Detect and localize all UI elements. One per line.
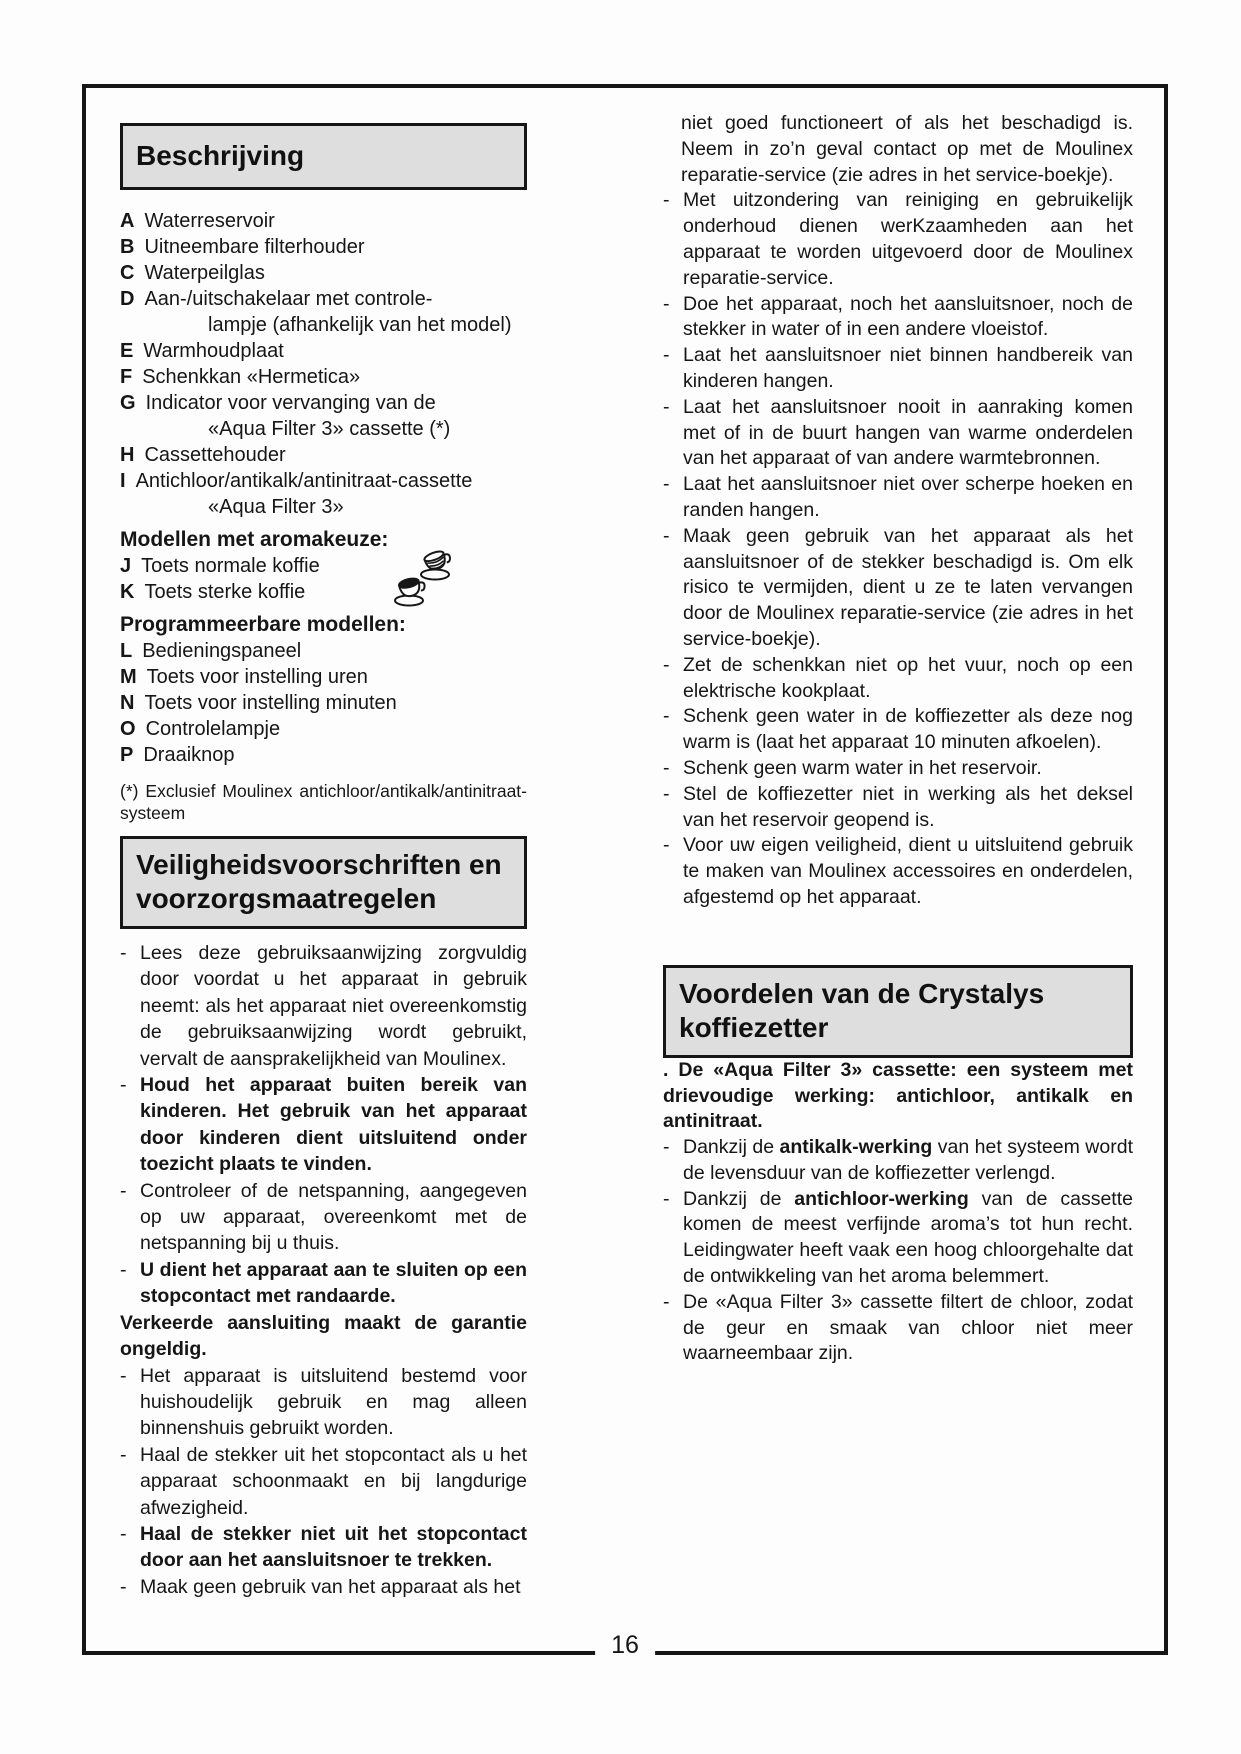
bullet-paragraph: - Stel de koffiezetter niet in werking als het deksel van het reservoir geopend is. <box>663 782 1133 831</box>
part-key: J <box>120 555 132 577</box>
bullet-paragraph: - Schenk geen warm water in het reservoir. <box>663 756 1133 782</box>
parts-item-wrap: «Aqua Filter 3» <box>208 496 344 518</box>
parts-item <box>120 260 527 286</box>
bullet-dash: - <box>663 344 670 367</box>
parts-item <box>120 579 527 605</box>
parts-item <box>120 638 527 664</box>
right-column <box>663 111 1133 1367</box>
part-key: A <box>120 210 135 232</box>
parts-subheading: Modellen met aromakeuze: <box>120 528 389 551</box>
bullet-dash: - <box>663 756 670 779</box>
bullet-dash: - <box>120 1443 127 1466</box>
part-text: Controlelampje <box>145 718 281 740</box>
parts-list <box>120 208 527 768</box>
bullet-paragraph: - Haal de stekker niet uit het stopcontact door aan het aansluitsnoer te trekken. <box>120 1522 527 1572</box>
bullet-dash: - <box>663 1187 670 1210</box>
bullet-dash: - <box>663 782 670 805</box>
part-key: N <box>120 692 135 714</box>
bullet-paragraph: - Zet de schenkkan niet op het vuur, noch op een elektrische kookplaat. <box>663 653 1133 702</box>
bullet-paragraph: - Laat het aansluitsnoer niet over scherpe hoeken en randen hangen. <box>663 473 1133 521</box>
bullet-paragraph: - U dient het apparaat aan te sluiten op een stopcontact met randaarde. <box>120 1258 527 1308</box>
part-key: K <box>120 581 135 603</box>
part-key: B <box>120 236 135 258</box>
parts-item <box>120 364 527 390</box>
bullet-dash: - <box>663 1136 670 1159</box>
section-title: Beschrijving <box>136 140 305 171</box>
part-key: L <box>120 640 133 662</box>
part-key: I <box>120 470 126 492</box>
part-key: F <box>120 366 133 388</box>
part-text: Waterpeilglas <box>144 262 265 284</box>
part-key: M <box>120 666 137 688</box>
part-key: O <box>120 718 136 740</box>
bullet-paragraph: - Voor uw eigen veiligheid, dient u uitsluitend gebruik te maken van Moulinex accessoires en onderdelen, afgestemd op het apparaat. <box>663 834 1133 908</box>
bullet-dash: - <box>120 1074 127 1097</box>
bullet-paragraph: - Lees deze gebruiksaanwijzing zorgvuldig door voordat u het apparaat in gebruik neemt: als het apparaat niet overeenkomstig de gebruiksaanwijzing wordt gebruikt, vervalt de aansprakelijkheid van Moulinex. <box>120 942 527 1070</box>
page-border-frame <box>82 84 1168 1659</box>
bullet-paragraph: - Laat het aansluitsnoer niet binnen handbereik van kinderen hangen. <box>663 344 1133 392</box>
bullet-dash: - <box>663 395 670 418</box>
bullet-paragraph: - Laat het aansluitsnoer nooit in aanraking komen met of in de buurt hangen van warme onderdelen van het apparaat of van andere warmtebronnen. <box>663 395 1133 470</box>
bullet-paragraph: - Schenk geen water in de koffiezetter als deze nog warm is (laat het apparaat 10 minuten afkoelen). <box>663 705 1133 754</box>
bullet-paragraph: - Haal de stekker uit het stopcontact als u het apparaat schoonmaakt en bij langdurige afwezigheid. <box>120 1443 527 1519</box>
parts-item-wrap: lampje (afhankelijk van het model) <box>208 314 512 336</box>
bullet-paragraph: - Het apparaat is uitsluitend bestemd voor huishoudelijk gebruik en mag alleen binnenshuis gebruikt worden. <box>120 1364 527 1440</box>
part-text: Warmhoudplaat <box>143 340 284 362</box>
part-text: Waterreservoir <box>144 210 275 232</box>
section-title-line2: koffiezetter <box>679 1011 829 1043</box>
part-text: Toets voor instelling uren <box>146 666 368 688</box>
bullet-paragraph: - Dankzij de antikalk-werking van het systeem wordt de levensduur van de koffiezetter verlengd. <box>663 1136 1133 1184</box>
bullet-dash: - <box>120 1179 127 1202</box>
parts-item <box>120 742 527 768</box>
bullet-dash: - <box>120 1258 127 1281</box>
parts-item-wrap: «Aqua Filter 3» cassette (*) <box>208 418 451 440</box>
part-text: Indicator voor vervanging van de <box>145 392 436 414</box>
part-text: Aan-/uitschakelaar met controle- <box>144 288 433 310</box>
part-text: Toets normale koffie <box>141 555 320 577</box>
bullet-paragraph: - Controleer of de netspanning, aangegeven op uw apparaat, overeenkomt met de netspanning bij u thuis. <box>120 1179 527 1255</box>
parts-item <box>120 468 527 494</box>
parts-item <box>120 553 527 579</box>
section-title-line2: voorzorgsmaatregelen <box>136 883 437 914</box>
bullet-dash: - <box>663 292 670 315</box>
section-header-voordelen <box>663 965 1133 1058</box>
section-header-beschrijving <box>120 123 527 190</box>
bullet-dash: - <box>663 189 670 212</box>
section-title-line1: Voordelen van de Crystalys <box>679 977 1045 1009</box>
part-text: Antichloor/antikalk/antinitraat-cassette <box>135 470 473 492</box>
part-key: H <box>120 444 135 466</box>
bullet-paragraph: - Houd het apparaat buiten bereik van kinderen. Het gebruik van het apparaat door kinderen dient uitsluitend onder toezicht plaats te vinden. <box>120 1074 527 1176</box>
parts-subheading: Programmeerbare modellen: <box>120 613 406 636</box>
footnote: (*) Exclusief Moulinex antichloor/antikalk/antinitraat-systeem <box>120 781 527 823</box>
parts-item <box>120 690 527 716</box>
bullet-dash: - <box>120 1522 127 1545</box>
part-key: D <box>120 288 135 310</box>
bullet-paragraph: - Maak geen gebruik van het apparaat als het <box>120 1574 527 1600</box>
bullet-dash: - <box>120 1575 127 1598</box>
part-key: P <box>120 744 134 766</box>
page-number: 16 <box>595 1630 655 1660</box>
parts-item <box>120 208 527 234</box>
bullet-paragraph: - De «Aqua Filter 3» cassette filtert de chloor, zodat de geur en smaak van chloor niet meer waarneembaar zijn. <box>663 1290 1133 1365</box>
bullet-dash: - <box>663 1290 670 1313</box>
part-text: Uitneembare filterhouder <box>144 236 365 258</box>
bullet-dash: - <box>663 834 670 857</box>
part-key: G <box>120 392 136 414</box>
part-text: Toets sterke koffie <box>144 581 306 603</box>
part-key: E <box>120 340 134 362</box>
parts-item <box>120 286 527 312</box>
part-text: Bedieningspaneel <box>142 640 302 662</box>
left-column <box>120 123 527 1600</box>
bullet-dash: - <box>120 1364 127 1387</box>
section-header-veiligheidsvoorschriften <box>120 836 527 929</box>
parts-item <box>120 234 527 260</box>
bullet-paragraph: - Dankzij de antichloor-werking van de cassette komen de meest verfijnde aroma’s tot hun recht. Leidingwater heeft vaak een hoog chloorgehalte dat de ontwikkeling van het aroma belemmert. <box>663 1187 1133 1288</box>
bullet-dash: - <box>663 524 670 547</box>
bullet-paragraph: Verkeerde aansluiting maakt de garantie ongeldig. <box>120 1311 527 1361</box>
safety-list-left <box>120 940 527 1600</box>
coffee-cup-dark-icon <box>392 575 430 607</box>
bullet-paragraph: niet goed functioneert of als het beschadigd is. Neem in zo’n geval contact op met de Moulinex reparatie-service (zie adres in het service-boekje). <box>681 112 1133 186</box>
parts-item <box>120 442 527 468</box>
benefits-list <box>663 1058 1133 1368</box>
parts-item <box>120 664 527 690</box>
part-text: Toets voor instelling minuten <box>144 692 397 714</box>
section-title-line1: Veiligheidsvoorschriften en <box>136 849 502 880</box>
bullet-paragraph: - Doe het apparaat, noch het aansluitsnoer, noch de stekker in water of in een andere vloeistof. <box>663 292 1133 341</box>
safety-list-right <box>663 111 1133 911</box>
bullet-dash: - <box>120 942 127 964</box>
parts-item <box>120 338 527 364</box>
bullet-dash: - <box>663 705 670 728</box>
part-key: C <box>120 262 135 284</box>
part-text: Schenkkan «Hermetica» <box>142 366 361 388</box>
part-text: Cassettehouder <box>144 444 286 466</box>
bullet-paragraph: - Met uitzondering van reiniging en gebruikelijk onderhoud dienen werKzaamheden aan het apparaat te worden uitgevoerd door de Moulinex reparatie-service. <box>663 189 1133 289</box>
parts-item <box>120 716 527 742</box>
part-text: Draaiknop <box>143 744 235 766</box>
parts-item <box>120 390 527 416</box>
bullet-paragraph: - Maak geen gebruik van het apparaat als het aansluitsnoer of de stekker beschadigd is. Om elk risico te vermijden, dient u ze te laten vervangen door de Moulinex reparatie-service (zie adres in het service-boekje). <box>663 524 1133 650</box>
bullet-dash: - <box>663 653 670 676</box>
bullet-paragraph: . De «Aqua Filter 3» cassette: een systeem met drievoudige werking: antichloor, antikalk en antinitraat. <box>663 1058 1133 1133</box>
bullet-dash: - <box>663 473 670 496</box>
